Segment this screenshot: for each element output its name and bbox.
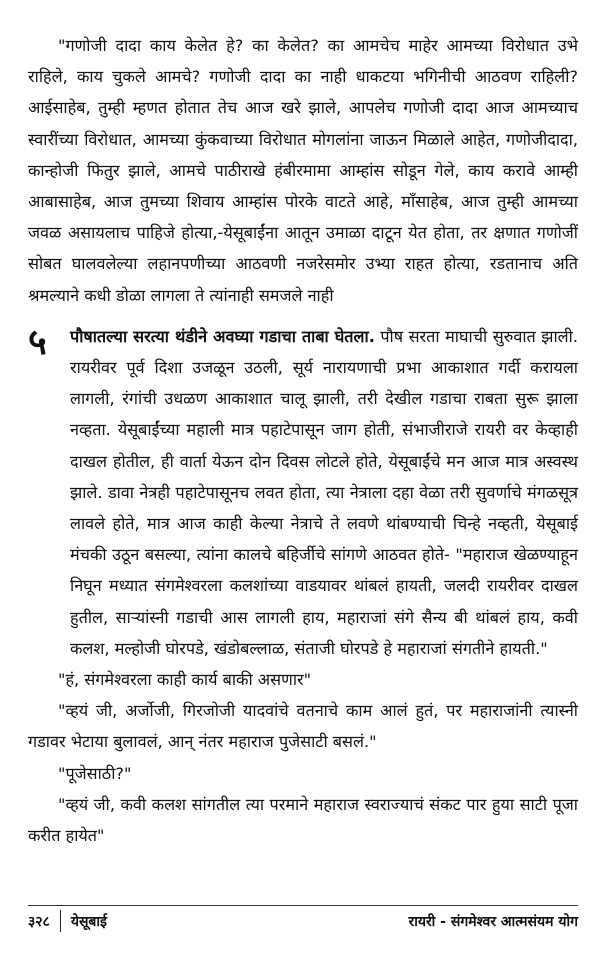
page-body: [28, 30, 578, 851]
dialogue-line-1: "हं, संगमेश्वरला काही कार्य बाकी असणार": [58, 670, 312, 690]
book-title: येसूबाई: [70, 913, 107, 930]
chapter-paragraph: [28, 321, 578, 664]
chapter-number: ५: [28, 321, 47, 363]
paragraph-1: "गणोजी दादा काय केलेत हे? का केलेत? का आमचेच माहेर आमच्या विरोधात उभे राहिले, काय चुकले आमचे? गणोजी दादा का नाही धाकटया भगिनीची आठवण राहिली? आईसाहेब, तुम्ही म्हणत होतात तेच आज खरे झाले, आपलेच गणोजी दादा आज आमच्याच स्वारींच्या विरोधात, आमच्या कुंकवाच्या विरोधात मोगलांना जाऊन मिळाले आहेत, गणोजीदादा, कान्होजी फितुर झाले, आमचे पाठीराखे हंबीरमामा आम्हांस सोडून गेले, काय करावे आम्ही आबासाहेब, आज तुमच्या शिवाय आम्हांस पोरके वाटते आहे, मॉंसाहेब, आज तुम्ही आमच्या जवळ असायलाच पाहिजे होत्या,-येसूबाईंना आतून उमाळा दाटून येत होता, तर क्षणात गणोजीं सोबत घालवलेल्या लहानपणीच्या आठवणी नजरेसमोर उभ्या राहत होत्या, रडतानाच अति श्रमल्याने कधी डोळा लागला ते त्यांनाही समजले नाही: [28, 36, 578, 305]
section-title: रायरी - संगमेश्वर आत्मसंयम योग: [408, 913, 578, 930]
chapter-section: [28, 321, 578, 664]
footer-divider: [60, 910, 61, 932]
dialogue-line-2: "व्हयं जी, अर्जोजी, गिरजोजी यादवांचे वतनाचे काम आलं हुतं, पर महाराजांनी त्यास्नी गडावर भेटाया बुलावलं, आन् नंतर महाराज पुजेसाटी बसलं.": [28, 701, 578, 752]
page-footer: [28, 905, 578, 936]
dialogue-line-4: "व्हयं जी, कवी कलश सांगतील त्या परमाने महाराज स्वराज्याचं संकट पार हुया साटी पूजा करीत हायेत": [28, 794, 578, 846]
dialogue-line-3: "पूजेसाठी?": [58, 763, 132, 783]
page-number: ३२८: [28, 913, 50, 930]
chapter-text: पौष सरता माघाची सुरुवात झाली. रायरीवर पूर्व दिशा उजळून उठली, सूर्य नारायणाची प्रभा आकाशात गर्दी करायला लागली, रंगांची उधळण आकाशात चालू झाली, तरी देखील गडाचा राबता सुरू झाला नव्हता. येसूबाईंच्या महाली मात्र पहाटेपासून जाग होती, संभाजीराजे रायरी वर केव्हाही दाखल होतील, ही वार्ता येऊन दोन दिवस लोटले होते, येसूबाईंचे मन आज मात्र अस्वस्थ झाले. डावा नेत्रही पहाटेपासूनच लवत होता, त्या नेत्राला दहा वेळा तरी सुवर्णाचे मंगळसूत्र लावले होते, मात्र आज काही केल्या नेत्राचे ते लवणे थांबण्याची चिन्हे नव्हती, येसूबाई मंचकी उठून बसल्या, त्यांना कालचे बहिर्जीचे सांगणे आठवत होते- "महाराज खेळण्याहून निघून मध्यात संगमेश्वरला कलशांच्या वाडयावर थांबलं हायती, जलदी रायरीवर दाखल हुतील, साऱ्यांस्नी गडाची आस लागली हाय, महाराजां संगे सैन्य बी थांबलं हाय, कवी कलश, मल्होजी घोरपडे, खंडोबल्लाळ, संताजी घोरपडे हे महाराजां संगतीने हायती.": [70, 326, 578, 658]
chapter-lead-sentence: पौषातल्या सरत्या थंडीने अवघ्या गडाचा ताबा घेतला.: [70, 326, 375, 346]
